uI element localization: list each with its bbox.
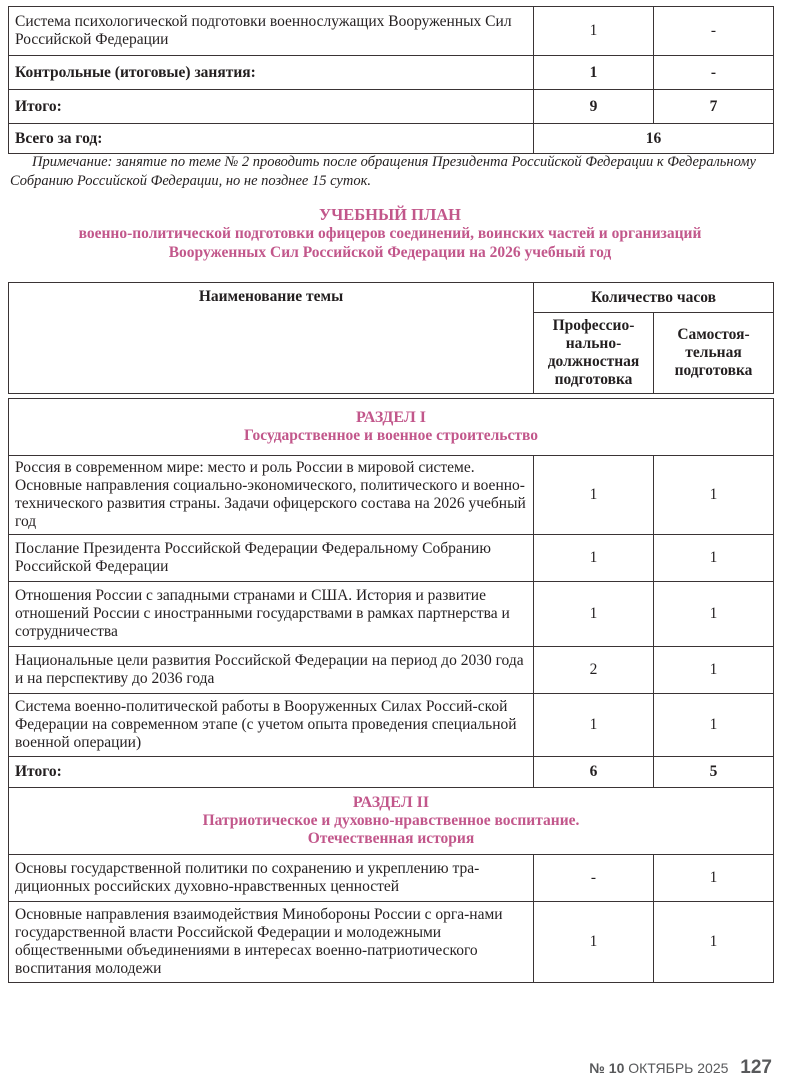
section-1-title: Государственное и военное строительство: [244, 427, 538, 444]
hours-professional: 1: [534, 535, 654, 582]
hours-professional: -: [534, 855, 654, 902]
hours-independent: 1: [654, 694, 774, 757]
table-row: [9, 855, 774, 902]
plan-title: [0, 205, 780, 262]
year-total-label: Всего за год:: [9, 124, 534, 154]
hours-professional: 1: [534, 7, 654, 56]
page-number: 127: [740, 1057, 772, 1078]
topic-name: Национальные цели развития Российской Федерации на период до 2030 года и на перспективу до 2036 года: [9, 647, 534, 694]
table-row: [9, 56, 774, 90]
header-professional: Профессио-нально-должностная подготовка: [534, 313, 654, 394]
table-row: [9, 124, 774, 154]
hours-independent: -: [654, 56, 774, 90]
topic-name: Россия в современном мире: место и роль России в мировой системе. Основные направления социально-экономического, политического и военно-технического развития страны. Задачи офицерского состава на 2026 учебный год: [9, 456, 534, 535]
hours-independent: 1: [654, 902, 774, 983]
plan-title-subtitle: военно-политической подготовки офицеров соединений, воинских частей и организаций: [78, 225, 702, 242]
plan-body-table: [8, 398, 774, 983]
plan-header-table: [8, 282, 774, 394]
table-row: [9, 90, 774, 124]
hours-professional: 1: [534, 694, 654, 757]
hours-independent: 1: [654, 647, 774, 694]
section-header-row: [9, 788, 774, 855]
table-row: [9, 7, 774, 56]
issue-date: ОКТЯБРЬ 2025: [628, 1060, 729, 1076]
hours-professional: 1: [534, 56, 654, 90]
note-paragraph: Примечание: занятие по теме № 2 проводить после обращения Президента Российской Федерации к Федеральному Собранию Российской Федерации, но не позднее 15 суток.: [10, 154, 756, 189]
topic-name: Основы государственной политики по сохранению и укреплению тра-диционных российских духовно-нравственных ценностей: [9, 855, 534, 902]
hours-independent: 1: [654, 535, 774, 582]
topic-name: Послание Президента Российской Федерации Федеральному Собранию Российской Федерации: [9, 535, 534, 582]
topic-name: Система военно-политической работы в Вооруженных Силах Россий-ской Федерации на современном этапе (с учетом опыта проведения специальной военной операции): [9, 694, 534, 757]
hours-professional: 1: [534, 456, 654, 535]
hours-professional: 1: [534, 902, 654, 983]
section-2-title: Патриотическое и духовно-нравственное воспитание.: [202, 812, 580, 829]
section-2-number: РАЗДЕЛ II: [352, 794, 430, 811]
table-row: [9, 456, 774, 535]
table-row: [9, 647, 774, 694]
previous-plan-table: [8, 6, 774, 154]
table-row: [9, 694, 774, 757]
header-row: [9, 283, 774, 313]
total-label: Итого:: [9, 757, 534, 788]
total-professional: 6: [534, 757, 654, 788]
plan-title-subtitle-2: Вооруженных Сил Российской Федерации на 2026 учебный год: [168, 244, 612, 261]
section-1-header: [9, 399, 774, 456]
hours-independent: 1: [654, 582, 774, 647]
page-footer: [589, 1057, 772, 1079]
hours-independent: 1: [654, 855, 774, 902]
topic-name: Отношения России с западными странами и США. История и развитие отношений России с иностранными государствами в рамках партнерства и сотрудничества: [9, 582, 534, 647]
table-row: [9, 902, 774, 983]
topic-name: Основные направления взаимодействия Минобороны России с орга-нами государственной власти Российской Федерации и молодежными общественными объединениями в интересах военно-патриотического воспитания молодежи: [9, 902, 534, 983]
table-row: [9, 582, 774, 647]
section-1-number: РАЗДЕЛ I: [356, 409, 426, 426]
table-row: [9, 757, 774, 788]
year-total-value: 16: [534, 124, 774, 154]
hours-independent: -: [654, 7, 774, 56]
header-topic: Наименование темы: [9, 283, 534, 394]
hours-independent: 1: [654, 456, 774, 535]
hours-professional: 2: [534, 647, 654, 694]
topic-name: Система психологической подготовки военнослужащих Вооруженных Сил Российской Федерации: [9, 7, 534, 56]
header-hours: Количество часов: [534, 283, 774, 313]
header-independent: Самостоя-тельная подготовка: [654, 313, 774, 394]
total-independent: 5: [654, 757, 774, 788]
section-2-title-2: Отечественная история: [307, 830, 475, 847]
section-2-header: [9, 788, 774, 855]
table-row: [9, 535, 774, 582]
topic-name: Контрольные (итоговые) занятия:: [9, 56, 534, 90]
total-professional: 9: [534, 90, 654, 124]
total-independent: 7: [654, 90, 774, 124]
total-label: Итого:: [9, 90, 534, 124]
issue-number: № 10: [589, 1060, 625, 1076]
plan-title-heading: УЧЕБНЫЙ ПЛАН: [318, 205, 461, 224]
hours-professional: 1: [534, 582, 654, 647]
section-header-row: [9, 399, 774, 456]
